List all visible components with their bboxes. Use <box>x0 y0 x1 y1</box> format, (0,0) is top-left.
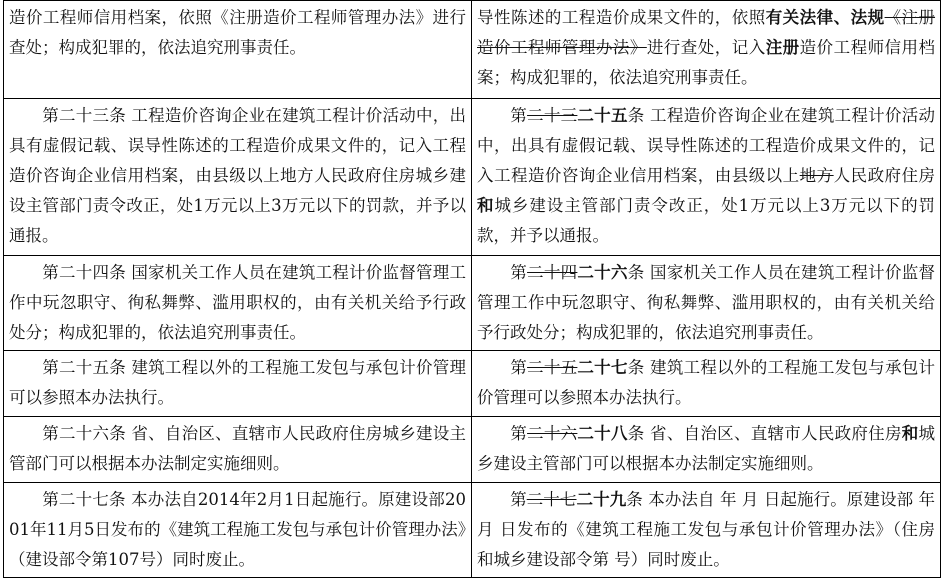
inserted-text: 注册 <box>765 38 800 57</box>
body-text: 条 省、自治区、直辖市人民政府住房 <box>627 424 902 443</box>
body-text: 造价工程师信用档案，依照《注册造价工程师管理办法》进行查处；构成犯罪的，依法追究刑事责任。 <box>9 8 466 57</box>
original-text-cell <box>4 99 472 256</box>
deleted-text: 《注册造价工程师管理办法》 <box>477 8 936 57</box>
body-text: 第 <box>510 106 528 125</box>
body-text: 第二十三条 工程造价咨询企业在建筑工程计价活动中，出具有虚假记载、误导性陈述的工程造价成果文件的，记入工程造价咨询企业信用档案，由县级以上地方人民政府住房城乡建设主管部门责令改正，处1万元以上3万元以下的罚款，并予以通报。 <box>9 106 466 245</box>
body-text: 导性陈述的工程造价成果文件的，依照 <box>477 8 766 27</box>
inserted-text: 二十八 <box>577 424 628 443</box>
table-row <box>4 483 941 578</box>
body-text: 第 <box>510 358 528 377</box>
body-text: 人民政府住房 <box>833 166 936 185</box>
body-text: 条 国家机关工作人员在建筑工程计价监督管理工作中玩忽职守、徇私舞弊、滥用职权的，由有关机关给予行政处分；构成犯罪的，依法追究刑事责任。 <box>477 263 936 342</box>
table-row <box>4 417 941 483</box>
comparison-table <box>3 0 941 578</box>
body-text: 进行查处，记入 <box>646 38 766 57</box>
body-text: 条 建筑工程以外的工程施工发包与承包计价管理可以参照本办法执行。 <box>477 358 936 407</box>
body-text: 第二十四条 国家机关工作人员在建筑工程计价监督管理工作中玩忽职守、徇私舞弊、滥用职权的，由有关机关给予行政处分；构成犯罪的，依法追究刑事责任。 <box>9 263 466 342</box>
deleted-text: 二十六 <box>527 424 578 443</box>
original-text-cell <box>4 483 472 578</box>
inserted-text: 二十六 <box>577 263 628 282</box>
revised-text-cell <box>472 417 941 483</box>
inserted-text: 二十九 <box>576 490 627 509</box>
body-text: 城乡建设主管部门责令改正，处1万元以上3万元以下的罚款，并予以通报。 <box>477 196 936 245</box>
body-text: 第二十六条 省、自治区、直辖市人民政府住房城乡建设主管部门可以根据本办法制定实施细则。 <box>9 424 466 473</box>
revised-text-cell <box>472 1 941 99</box>
deleted-text: 地方 <box>799 166 834 185</box>
original-text-cell <box>4 351 472 417</box>
revised-text-cell <box>472 99 941 256</box>
table-row <box>4 1 941 99</box>
body-text: 城乡建设主管部门可以根据本办法制定实施细则。 <box>477 424 936 473</box>
body-text: 第二十五条 建筑工程以外的工程施工发包与承包计价管理可以参照本办法执行。 <box>9 358 466 407</box>
table-row <box>4 256 941 351</box>
inserted-text: 和 <box>477 196 495 215</box>
deleted-text: 二十五 <box>527 358 578 377</box>
body-text: 条 工程造价咨询企业在建筑工程计价活动中，出具有虚假记载、误导性陈述的工程造价成果文件的，记入工程造价咨询企业信用档案，由县级以上 <box>477 106 936 185</box>
revised-text-cell <box>472 256 941 351</box>
comparison-table-body <box>4 1 941 578</box>
deleted-text: 二十四 <box>527 263 578 282</box>
body-text: 造价工程师信用档案；构成犯罪的，依法追究刑事责任。 <box>477 38 936 87</box>
body-text: 第二十七条 本办法自2014年2月1日起施行。原建设部2001年11月5日发布的《建筑工程施工发包与承包计价管理办法》（建设部令第107号）同时废止。 <box>9 490 466 569</box>
inserted-text: 二十七 <box>577 358 628 377</box>
revised-text-cell <box>472 483 941 578</box>
table-row <box>4 351 941 417</box>
body-text: 第 <box>510 424 528 443</box>
body-text: 第 <box>510 263 528 282</box>
original-text-cell <box>4 1 472 99</box>
revised-text-cell <box>472 351 941 417</box>
body-text: 第 <box>510 490 527 509</box>
deleted-text: 二十三 <box>527 106 578 125</box>
body-text: 条 本办法自 年 月 日起施行。原建设部 年 月 日发布的《建筑工程施工发包与承包计价管理办法》（住房和城乡建设部令第 号）同时废止。 <box>477 490 936 569</box>
inserted-text: 二十五 <box>577 106 628 125</box>
original-text-cell <box>4 256 472 351</box>
inserted-text: 和 <box>901 424 919 443</box>
deleted-text: 二十七 <box>526 490 577 509</box>
table-row <box>4 99 941 256</box>
original-text-cell <box>4 417 472 483</box>
inserted-text: 有关法律、法规 <box>765 8 885 27</box>
